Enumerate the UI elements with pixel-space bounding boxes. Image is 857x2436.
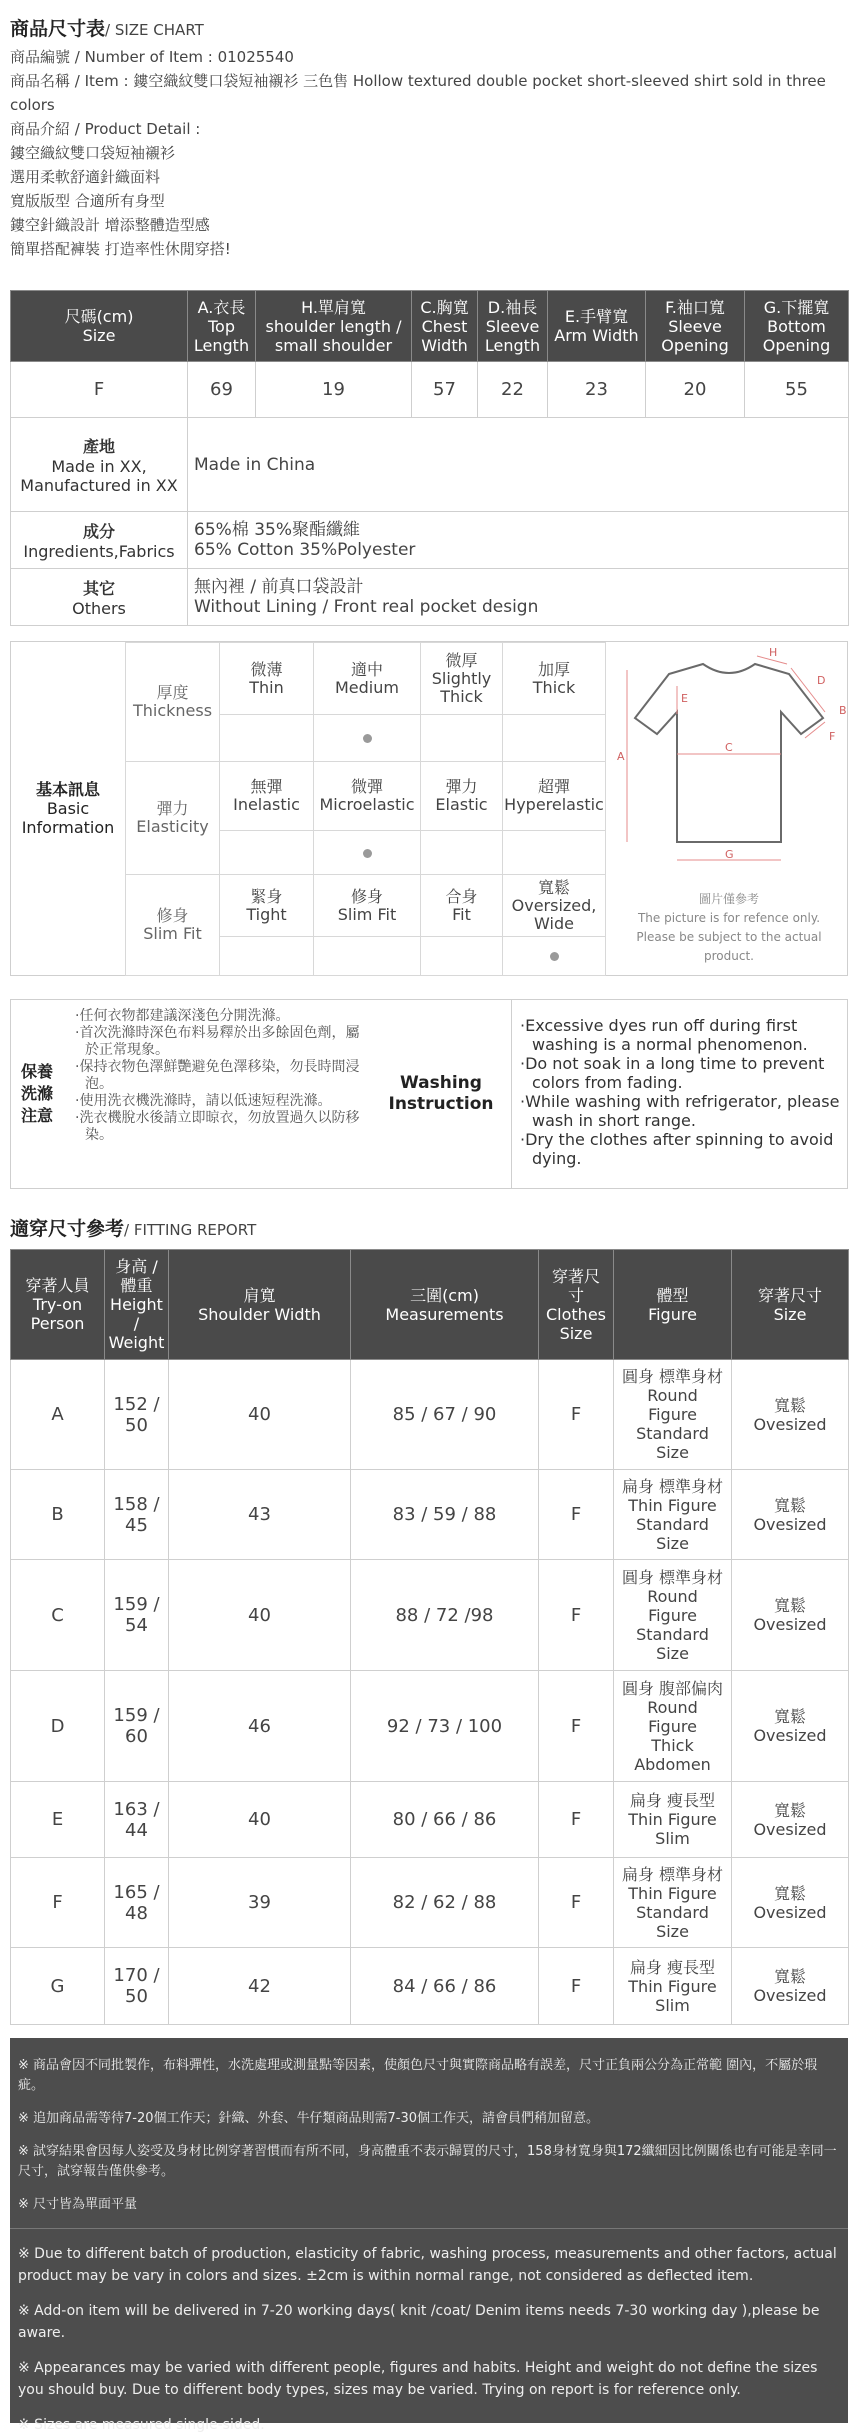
selected-dot	[363, 849, 372, 858]
origin-label: 產地 Made in XX, Manufactured in XX	[11, 418, 188, 512]
label-a: A	[617, 750, 625, 763]
notes-divider	[10, 2228, 848, 2229]
detail-line: 選用柔軟舒適針織面料	[10, 168, 161, 186]
washing-en-list	[511, 1000, 847, 1188]
col-person: 穿著人員 Try-on Person	[11, 1250, 105, 1360]
label-f: F	[829, 730, 836, 743]
list-item: ·任何衣物都建議深淺色分開洗滌。	[75, 1008, 290, 1024]
ingredients-value: 65%棉 35%聚酯纖維 65% Cotton 35%Polyester	[188, 512, 849, 569]
list-item: ·保持衣物色澤鮮艷避免色澤移染，勿長時間浸泡。	[75, 1059, 360, 1092]
list-item: ·While washing with refrigerator, please wash in short range.	[520, 1092, 840, 1130]
fabric-attributes-grid	[125, 642, 606, 976]
garment-diagram	[611, 642, 847, 975]
opt-inelastic: 無彈 Inelastic	[220, 762, 314, 831]
col-sleeve-length: D.袖長 Sleeve Length	[478, 291, 548, 362]
list-item: ·首次洗滌時深色布料易釋於出多餘固色劑，屬於正常現象。	[75, 1025, 360, 1058]
origin-row	[11, 418, 849, 512]
opt-tight: 緊身 Tight	[220, 875, 314, 937]
table-row: F 165 / 48 39 82 / 62 / 88 F 扁身 標準身材 Thin Figure Standard Size 寬鬆 Ovesized	[11, 1858, 849, 1948]
opt-slightly-thick: 微厚 Slightly Thick	[421, 643, 503, 715]
list-item: ·洗衣機脫水後請立即晾衣，勿放置過久以防移染。	[75, 1110, 360, 1143]
size-chart-title: 商品尺寸表/ SIZE CHART	[10, 18, 204, 40]
ingredients-label: 成分 Ingredients,Fabrics	[11, 512, 188, 569]
col-size: 尺碼(cm) Size	[11, 291, 188, 362]
product-info-lines	[10, 45, 850, 261]
col-measurements: 三圍(cm) Measurements	[351, 1250, 539, 1360]
opt-oversized: 寬鬆 Oversized, Wide	[503, 875, 606, 937]
detail-line: 鏤空針織設計 增添整體造型感	[10, 216, 210, 234]
opt-elastic: 彈力 Elastic	[421, 762, 503, 831]
label-e: E	[681, 692, 688, 705]
opt-microelastic: 微彈 Microelastic	[314, 762, 421, 831]
washing-label-en: Washing Instruction	[388, 1073, 494, 1114]
col-top-length: A.衣長 Top Length	[188, 291, 256, 362]
table-row: D 159 / 60 46 92 / 73 / 100 F 圓身 腹部偏肉 Round Figure Thick Abdomen 寬鬆 Ovesized	[11, 1671, 849, 1782]
col-shoulder: H.單肩寬 shoulder length / small shoulder	[256, 291, 412, 362]
washing-label-zh: 保養 洗滌 注意	[20, 1062, 53, 1125]
cat-thickness: 厚度 Thickness	[126, 643, 220, 762]
label-d: D	[817, 674, 826, 687]
opt-thin: 微薄 Thin	[220, 643, 314, 715]
col-sleeve-opening: F.袖口寬 Sleeve Opening	[646, 291, 745, 362]
label-g: G	[725, 848, 734, 861]
opt-medium: 適中 Medium	[314, 643, 421, 715]
table-row: E 163 / 44 40 80 / 66 / 86 F 扁身 瘦長型 Thin Figure Slim 寬鬆 Ovesized	[11, 1782, 849, 1858]
list-item: ·使用洗衣機洗滌時，請以低速短程洗滌。	[75, 1093, 332, 1109]
col-chest: C.胸寬 Chest Width	[412, 291, 478, 362]
detail-line: 鏤空織紋雙口袋短袖襯衫	[10, 144, 176, 162]
note-en: ※ Sizes are measured single-sided.	[18, 2417, 265, 2433]
product-header	[10, 14, 850, 261]
opt-fit: 合身 Fit	[421, 875, 503, 937]
col-clothes-size: 穿著尺 寸 Clothes Size	[539, 1250, 614, 1360]
item-number: 商品編號 / Number of Item : 01025540	[10, 48, 294, 66]
washing-zh-list	[63, 1000, 371, 1188]
detail-line: 寬版版型 合適所有身型	[10, 192, 165, 210]
cat-elasticity: 彈力 Elasticity	[126, 762, 220, 875]
fitting-report-title: 適穿尺寸參考/ FITTING REPORT	[10, 1218, 257, 1240]
note-en: ※ Add-on item will be delivered in 7-20 working days( knit /coat/ Denim items needs 7-30 working day ),please be aware.	[18, 2303, 820, 2341]
opt-slim-fit: 修身 Slim Fit	[314, 875, 421, 937]
col-bottom-opening: G.下擺寬 Bottom Opening	[745, 291, 849, 362]
col-shoulder-width: 肩寬 Shoulder Width	[169, 1250, 351, 1360]
note-zh: ※ 追加商品需等待7-20個工作天；針織、外套、牛仔類商品則需7-30個工作天，請會員們稍加留意。	[18, 2111, 600, 2126]
washing-instruction	[10, 999, 848, 1189]
label-c: C	[725, 741, 733, 754]
fitting-header	[11, 1250, 849, 1360]
col-figure: 體型 Figure	[614, 1250, 732, 1360]
col-fit-size: 穿著尺寸 Size	[732, 1250, 849, 1360]
figure-note: 圖片僅參考 The picture is for refence only. Please be subject to the actual product.	[636, 892, 822, 963]
col-height-weight: 身高 / 體重 Height / Weight	[105, 1250, 169, 1360]
others-value: 無內裡 / 前真口袋設計 Without Lining / Front real pocket design	[188, 569, 849, 626]
notes-panel	[10, 2038, 848, 2433]
others-row	[11, 569, 849, 626]
product-detail-label: 商品介紹 / Product Detail :	[10, 120, 201, 138]
table-row: G 170 / 50 42 84 / 66 / 86 F 扁身 瘦長型 Thin Figure Slim 寬鬆 Ovesized	[11, 1948, 849, 2025]
table-row: A 152 / 50 40 85 / 67 / 90 F 圓身 標準身材 Round Figure Standard Size 寬鬆 Ovesized	[11, 1360, 849, 1470]
size-table-header	[11, 291, 849, 362]
tshirt-measurement-icon	[611, 642, 847, 882]
fitting-report-table	[10, 1249, 849, 2025]
note-zh: ※ 試穿結果會因每人姿受及身材比例穿著習慣而有所不同，身高體重不表示歸買的尺寸，158身材寬身與172纖細因比例關係也有可能是幸同一尺寸，試穿報告僅供參考。	[18, 2144, 837, 2179]
others-label: 其它 Others	[11, 569, 188, 626]
basic-information	[10, 641, 848, 976]
size-row: F 69 19 57 22 23 20 55	[11, 362, 849, 418]
item-name: 商品名稱 / Item : 鏤空織紋雙口袋短袖襯衫 三色售 Hollow textured double pocket short-sleeved shirt sold in three colors	[10, 72, 826, 114]
cat-slim-fit: 修身 Slim Fit	[126, 875, 220, 976]
table-row: B 158 / 45 43 83 / 59 / 88 F 扁身 標準身材 Thin Figure Standard Size 寬鬆 Ovesized	[11, 1470, 849, 1560]
selected-dot	[363, 734, 372, 743]
basic-info-label: 基本訊息 Basic Information	[21, 780, 115, 837]
list-item: ·Do not soak in a long time to prevent colors from fading.	[520, 1054, 825, 1092]
detail-line: 簡單搭配褲裝 打造率性休閒穿搭!	[10, 240, 231, 258]
selected-dot	[550, 952, 559, 961]
ingredients-row	[11, 512, 849, 569]
list-item: ·Dry the clothes after spinning to avoid dying.	[520, 1130, 834, 1168]
note-zh: ※ 商品會因不同批製作，布料彈性，水洗處理或測量點等因素，使顏色尺寸與實際商品略有誤差，尺寸正負兩公分為正常範 圍內，不屬於瑕疵。	[18, 2058, 818, 2093]
note-en: ※ Due to different batch of production, elasticity of fabric, washing process, measurements and other factors, actual product may be vary in colors and sizes. ±2cm is within normal range, not considered as deflected item.	[18, 2246, 837, 2284]
opt-hyperelastic: 超彈 Hyperelastic	[503, 762, 606, 831]
opt-thick: 加厚 Thick	[503, 643, 606, 715]
col-arm-width: E.手臂寬 Arm Width	[548, 291, 646, 362]
list-item: ·Excessive dyes run off during first washing is a normal phenomenon.	[520, 1016, 808, 1054]
note-en: ※ Appearances may be varied with different people, figures and habits. Height and weight do not define the sizes you should buy. Due to different body types, sizes may be varied. Trying on report is for reference only.	[18, 2360, 818, 2398]
note-zh: ※ 尺寸皆為單面平量	[18, 2197, 138, 2212]
origin-value: Made in China	[188, 418, 849, 512]
label-h: H	[769, 646, 778, 659]
label-b: B	[839, 704, 847, 717]
size-table	[10, 290, 849, 626]
table-row: C 159 / 54 40 88 / 72 /98 F 圓身 標準身材 Round Figure Standard Size 寬鬆 Ovesized	[11, 1560, 849, 1671]
